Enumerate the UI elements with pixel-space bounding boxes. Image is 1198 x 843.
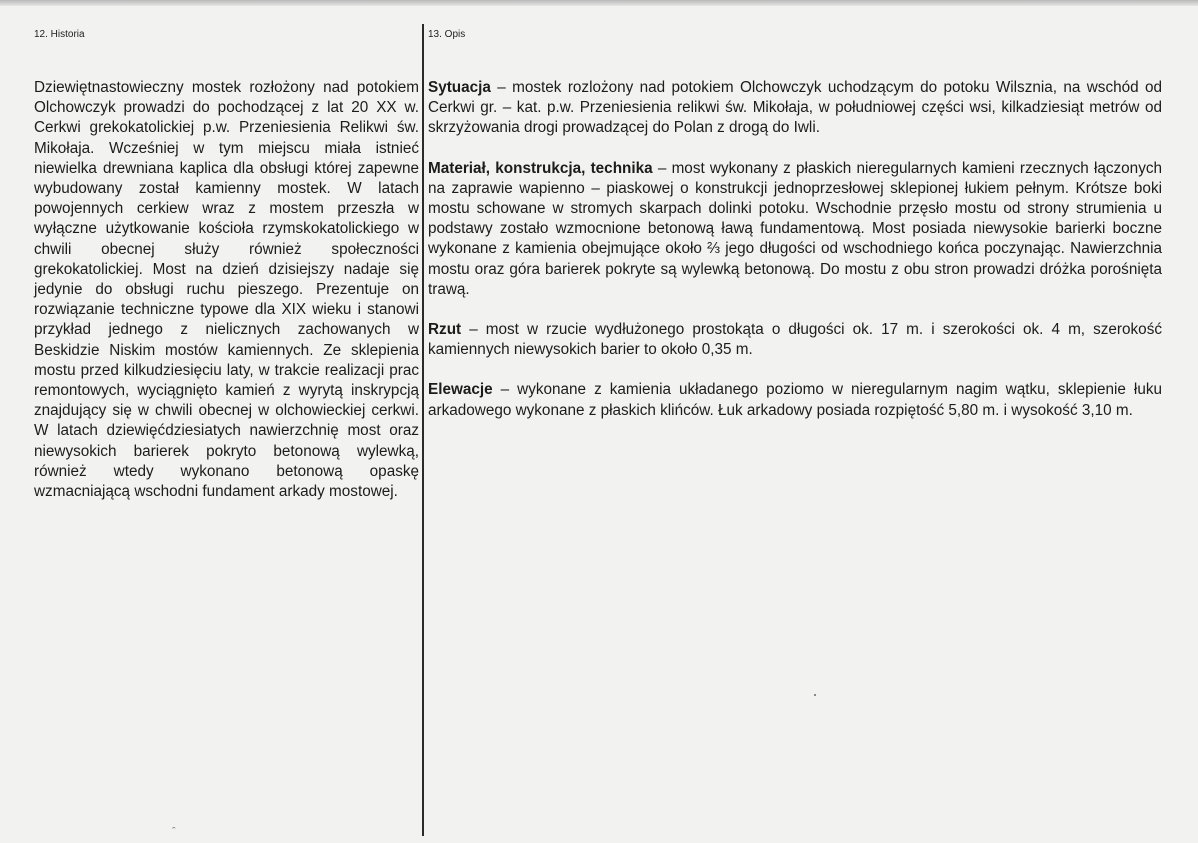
historia-column — [34, 28, 419, 843]
section-label-rzut: Rzut — [428, 321, 462, 339]
pencil-mark: ˆ — [172, 826, 176, 838]
section-text-elewacje: – wykonane z kamienia układanego poziomo w nieregularnym nagim wątku, sklepienie łuku arkadowego wykonane z płaskich klińców. Łuk arkadowy posiada rozpiętość 5,80 m. i wysokość 3,10 m. — [428, 381, 1162, 419]
opis-header: 13. Opis — [428, 29, 466, 40]
section-rzut — [428, 320, 1162, 360]
opis-body — [428, 78, 1162, 421]
section-label-material: Materiał, konstrukcja, technika — [428, 159, 653, 177]
section-sytuacja — [428, 78, 1162, 139]
column-divider — [422, 24, 424, 836]
opis-column — [428, 28, 1162, 843]
stray-mark — [814, 694, 816, 696]
section-elewacje — [428, 380, 1162, 420]
section-text-sytuacja: – mostek rozlożony nad potokiem Olchowczyk uchodzącym do potoku Wilsznia, na wschód od Cerkwi gr. – kat. p.w. Przeniesienia relikwi św. Mikołaja, w południowej części wsi, kilkadziesiąt metrów od skrzyżowania drogi prowadzącej do Polan z drogą do Iwli. — [428, 79, 1162, 137]
page-top-edge — [0, 0, 1198, 6]
section-material — [428, 159, 1162, 300]
section-label-sytuacja: Sytuacja — [428, 79, 491, 96]
section-text-rzut: – most w rzucie wydłużonego prostokąta o długości ok. 17 m. i szerokości ok. 4 m, szerokość kamiennych niewysokich barier to około 0,35 m. — [428, 321, 1162, 359]
historia-header: 12. Historia — [34, 29, 85, 40]
historia-text: Dziewiętnastowieczny mostek rozłożony nad potokiem Olchowczyk prowadzi do pochodzącej z lat 20 XX w. Cerkwi grekokatolickiej p.w. Przeniesienia Relikwi św. Mikołaja. Wcześniej w tym miejscu miała istnieć niewielka drewniana kaplica dla obsługi której zapewne wybudowany został kamienny mostek. W latach powojennych cerkiew wraz z mostem przeszła w wyłączne użytkowanie kościoła rzymskokatolickiego w chwili obecnej służy również społeczności grekokatolickiej. Most na dzień dzisiejszy nadaje się jedynie do obsługi ruchu pieszego. Prezentuje on rozwiązanie techniczne typowe dla XIX wieku i stanowi przykład jednego z nielicznych zachowanych w Beskidzie Niskim mostów kamiennych. Ze sklepienia mostu przed kilkudziesięciu laty, w trakcie realizacji prac remontowych, wyciągnięto kamień z wyrytą inskrypcją znajdujący się w chwili obecnej w olchowieckiej cerkwi. W latach dziewięćdziesiatych nawierzchnię most oraz niewysokich barierek pokryto betonową wylewką, również wtedy wykonano betonową opaskę wzmacniającą wschodni fundament arkady mostowej. — [34, 79, 419, 501]
section-text-material: – most wykonany z płaskich nieregularnych kamieni rzecznych łączonych na zaprawie wapienno – piaskowej o konstrukcji jednoprzesłowej sklepionej łukiem pełnym. Krótsze boki mostu schowane w stromych skarpach dolinki potoku. Wschodnie przęsło mostu od strony strumienia u podstawy zostało wzmocnione betonową ławą fundamentową. Most posiada niewysokie barierki boczne wykonane z kamienia obejmujące około ⅔ jego długości od wschodniego końca poczynając. Nawierzchnia mostu oraz góra barierek pokryte są wylewką betonową. Do mostu z obu stron prowadzi dróżka porośnięta trawą. — [428, 159, 1162, 298]
section-label-elewacje: Elewacje — [428, 381, 493, 399]
